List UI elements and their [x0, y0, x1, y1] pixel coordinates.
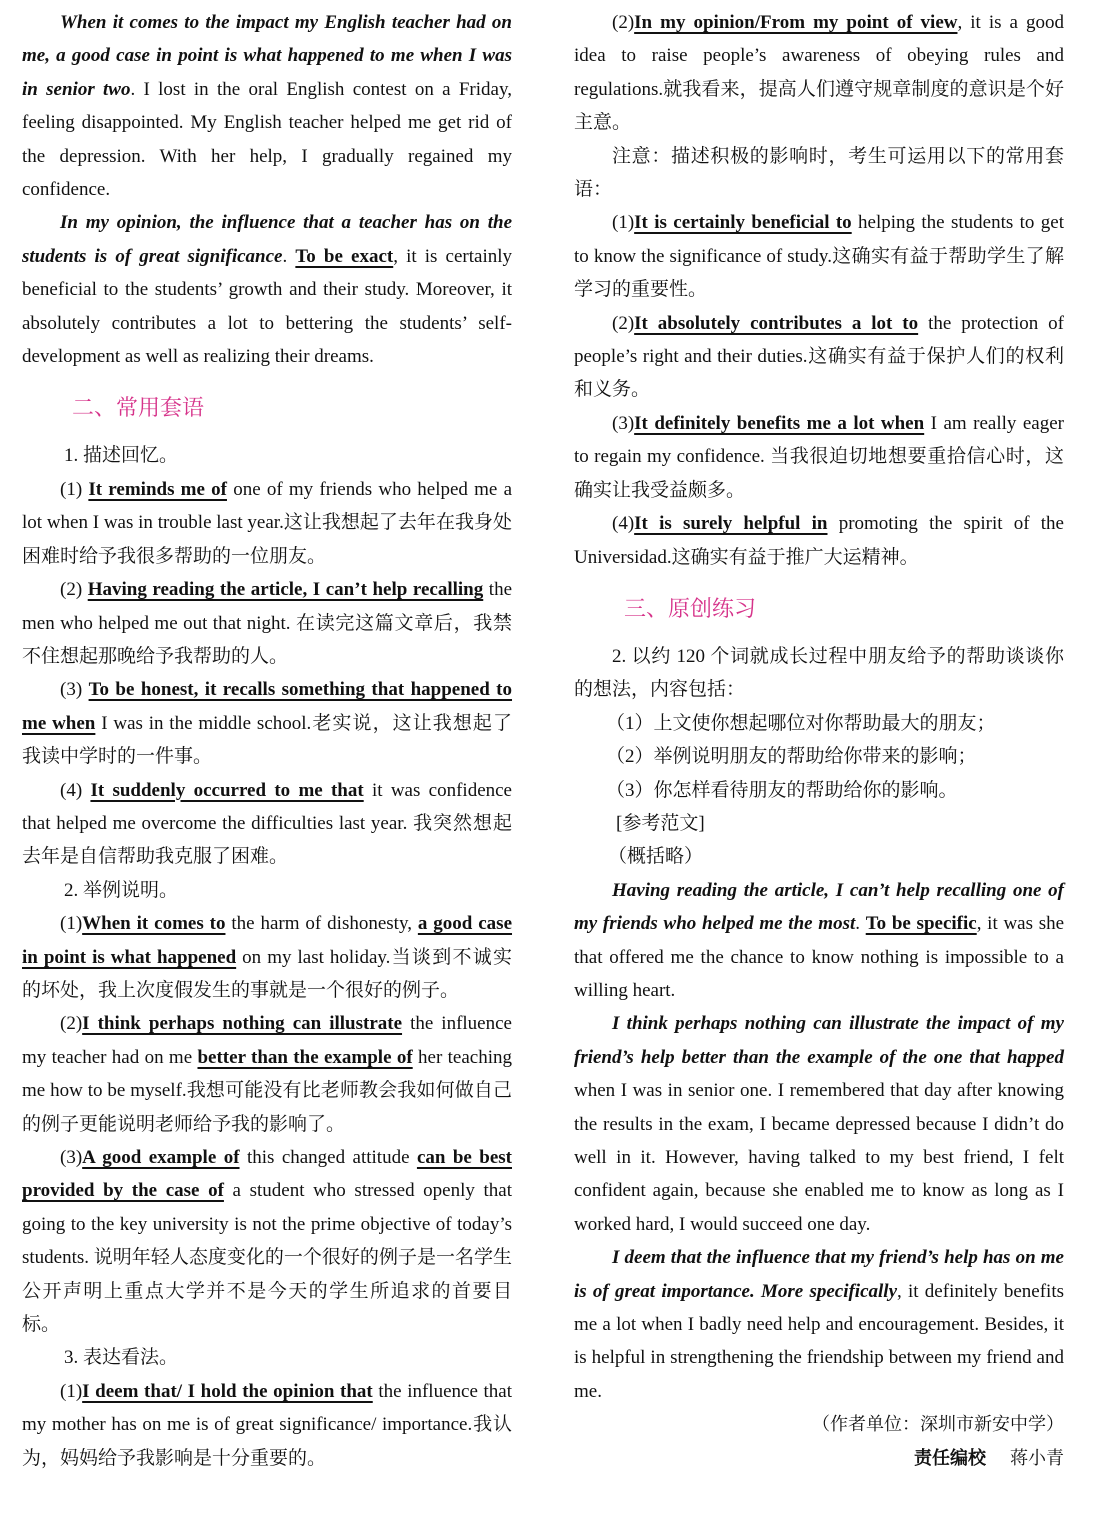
right-column — [574, 6, 1064, 1475]
phrase-example: (2)It absolutely contributes a lot to the protection of people’s right and their duties.这确实有益于保护人们的权利和义务。 — [574, 312, 1064, 401]
paragraph-opinion: In my opinion, the influence that a teacher has on the students is of great significance. To be exact, it is certainly beneficial to the students’ growth and their study. Moreover, it absolutely contributes a lot to bettering the students’ self-development as well as realizing their dreams. — [22, 212, 513, 368]
section-heading-common-phrases: 二、常用套语 — [72, 396, 205, 422]
phrase-example: (4) It suddenly occurred to me that it was confidence that helped me overcome the difficulties last year. 我突然想起去年是自信帮助我克服了困难。 — [22, 779, 512, 868]
subsection-title: 2. 举例说明。 — [64, 879, 179, 901]
author-affiliation: （作者单位：深圳市新安中学） — [812, 1414, 1064, 1436]
phrase-example: (2)In my opinion/From my point of view, it is a good idea to raise people’s awareness of obeying rules and regulations.就我看来，提高人们遵守规章制度的意识是个好主意。 — [574, 12, 1064, 134]
phrase-example: (4)It is surely helpful in promoting the spirit of the Universidad.这确实有益于推广大运精神。 — [574, 513, 1064, 568]
reference-label: [参考范文] — [616, 812, 705, 834]
subsection-title: 1. 描述回忆。 — [64, 445, 179, 467]
essay-paragraph: I deem that the influence that my friend’s help has on me is of great importance. More specifically, it definitely benefits me a lot when I badly need help and encouragement. Besides, it is helpful in strengthening the friendship between my friend and me. — [574, 1247, 1064, 1402]
phrase-example: (3) To be honest, it recalls something that happened to me when I was in the middle school.老实说，这让我想起了我读中学时的一件事。 — [22, 679, 513, 768]
paragraph-intro: When it comes to the impact my English teacher had on me, a good case in point is what happened to me when I was in senior two. I lost in the oral English contest on a Friday, feeling disappointed. My English teacher helped me get rid of the depression. With her help, I gradually regained my confidence. — [22, 12, 512, 201]
phrase-example: (2) Having reading the article, I can’t help recalling the men who helped me out that night. 在读完这篇文章后，我禁不住想起那晚给予我帮助的人。 — [22, 579, 513, 667]
phrase-example: (1)I deem that/ I hold the opinion that the influence that my mother has on me is of great significance/ importance.我认为，妈妈给予我影响是十分重要的。 — [22, 1380, 512, 1469]
task-item: （3）你怎样看待朋友的帮助给你的影响。 — [606, 779, 958, 801]
note-text: 注意：描述积极的影响时，考生可运用以下的常用套语： — [574, 145, 1064, 201]
essay-paragraph: I think perhaps nothing can illustrate the impact of my friend’s help better than the example of the one that happed when I was in senior one. I remembered that day after knowing the results in the exam, I became depressed because I didn’t do well in it. However, having talked to my best friend, I felt confident again, because she enabled me to know as long as I worked hard, I would succeed one day. — [574, 1013, 1064, 1235]
task-item: （2）举例说明朋友的帮助给你带来的影响； — [606, 746, 977, 768]
phrase-example: (1) It reminds me of one of my friends who helped me a lot when I was in trouble last year.这让我想起了去年在我身处困难时给予我很多帮助的一位朋友。 — [22, 478, 513, 567]
left-column — [22, 6, 512, 1475]
task-prompt: 2. 以约 120 个词就成长过程中朋友给予的帮助谈谈你的想法，内容包括： — [574, 645, 1064, 701]
phrase-example: (2)I think perhaps nothing can illustrate the influence my teacher had on me better than the example of her teaching me how to be myself.我想可能没有比老师教会我如何做自己的例子更能说明老师给予我的影响了。 — [22, 1013, 512, 1135]
essay-paragraph: Having reading the article, I can’t help recalling one of my friends who helped me the most. To be specific, it was she that offered me the chance to know nothing is impossible to a willing heart. — [574, 879, 1065, 1001]
phrase-example: (1)When it comes to the harm of dishonesty, a good case in point is what happened on my last holiday.当谈到不诚实的坏处，我上次度假发生的事就是一个很好的例子。 — [22, 913, 513, 1001]
phrase-example: (3)A good example of this changed attitude can be best provided by the case of a student who stressed openly that going to the key university is not the prime objective of today’s students. 说明年轻人态度变化的一个很好的例子是一名学生公开声明上重点大学并不是今天的学生所追求的首要目标。 — [22, 1147, 512, 1336]
omitted-note: （概括略） — [608, 846, 704, 868]
task-item: （1）上文使你想起哪位对你帮助最大的朋友； — [606, 712, 996, 734]
phrase-example: (1)It is certainly beneficial to helping the students to get to know the significance of study.这确实有益于帮助学生了解学习的重要性。 — [574, 212, 1064, 301]
phrase-example: (3)It definitely benefits me a lot when I am really eager to regain my confidence. 当我很迫切地想要重拾信心时，这确实让我受益颇多。 — [574, 412, 1064, 501]
editor-credit: 责任编校 蒋小青 — [914, 1447, 1064, 1469]
subsection-title: 3. 表达看法。 — [64, 1347, 179, 1369]
section-heading-original-exercise: 三、原创练习 — [624, 596, 757, 622]
